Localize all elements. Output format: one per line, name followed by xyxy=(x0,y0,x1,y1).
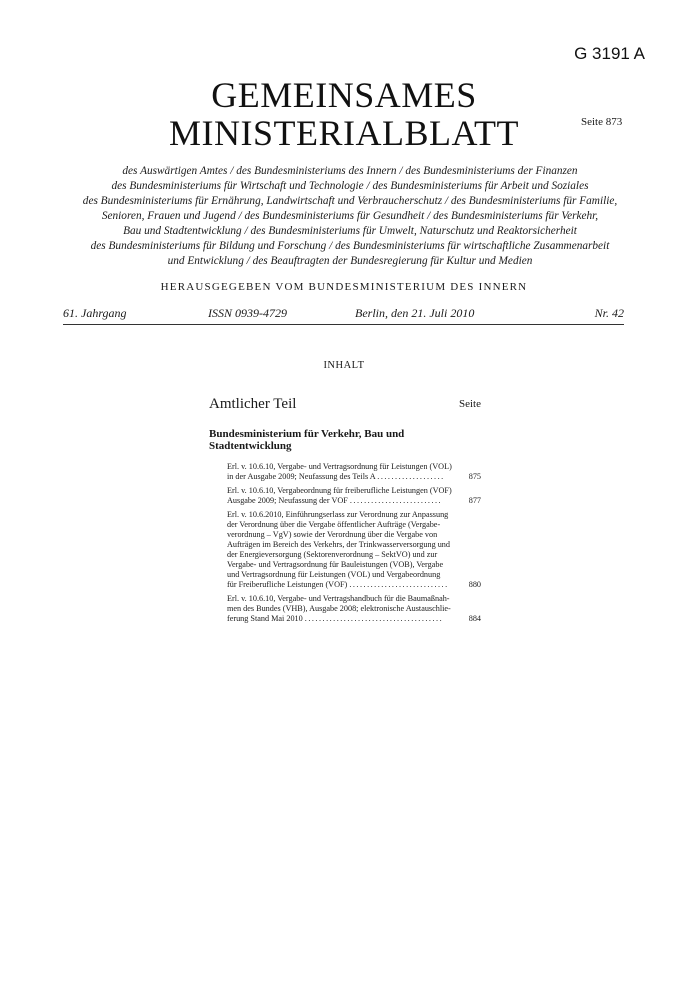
issue-number-label: Nr. 42 xyxy=(594,306,624,320)
ministry-heading xyxy=(209,428,429,452)
ministries-line: des Auswärtigen Amtes / des Bundesministeriums des Innern / des Bundesministeriums der Finanzen xyxy=(122,165,578,177)
toc-page-number: 875 xyxy=(468,472,481,481)
toc-line xyxy=(227,496,462,506)
toc-line: Erl. v. 10.6.10, Vergabe- und Vertragsordnung für Leistungen (VOL) xyxy=(227,462,452,471)
toc-line: der Verordnung über die Vergabe öffentlicher Aufträge (Vergabe- xyxy=(227,520,441,529)
ministry-heading-line: Stadtentwicklung xyxy=(209,440,292,452)
ministries-line: des Bundesministeriums für Wirtschaft und Technologie / des Bundesministeriums für Arbeit und Soziales xyxy=(111,180,589,192)
page-column-label: Seite xyxy=(459,398,481,410)
toc-line: Erl. v. 10.6.10, Vergabe- und Vertragshandbuch für die Baumaßnah- xyxy=(227,594,450,603)
toc-page-number: 877 xyxy=(468,496,481,505)
toc-line: und Vertragsordnung für Leistungen (VOL) und Vergabeordnung xyxy=(227,570,441,579)
ministries-line: Senioren, Frauen und Jugend / des Bundesministeriums für Gesundheit / des Bundesministeriums für Verkehr, xyxy=(101,210,599,222)
toc-line: verordnung – VgV) sowie der Verordnung über die Vergabe von xyxy=(227,530,438,539)
toc-line: Erl. v. 10.6.10, Vergabeordnung für freiberufliche Leistungen (VOF) xyxy=(227,486,452,495)
publisher-line: HERAUSGEGEBEN VOM BUNDESMINISTERIUM DES INNERN xyxy=(160,281,528,293)
title-line-1: GEMEINSAMES xyxy=(211,75,477,115)
toc-line: Vergabe- und Vertragsordnung für Bauleistungen (VOB), Vergabe xyxy=(227,560,444,569)
issue-meta xyxy=(63,306,624,322)
toc-line xyxy=(227,472,462,482)
toc-entry-text xyxy=(227,462,462,482)
toc-entry-text xyxy=(227,486,462,506)
toc-entry[interactable] xyxy=(227,486,481,506)
contents-heading: INHALT xyxy=(323,360,365,371)
toc-entry-text xyxy=(227,594,462,624)
place-date-label: Berlin, den 21. Juli 2010 xyxy=(355,306,475,320)
toc-line-text: für Freiberufliche Leistungen (VOF) xyxy=(227,580,348,589)
publication-title xyxy=(0,76,688,152)
page-number: Seite 873 xyxy=(581,116,623,128)
toc-line-text: Ausgabe 2009; Neufassung der VOF xyxy=(227,496,348,505)
toc-list xyxy=(227,462,481,628)
toc-line: Erl. v. 10.6.2010, Einführungserlass zur Verordnung zur Anpassung xyxy=(227,510,449,519)
toc-page-number: 880 xyxy=(468,580,481,589)
toc-line: men des Bundes (VHB), Ausgabe 2008; elektronische Austauschlie- xyxy=(227,604,451,613)
ministries-line: und Entwicklung / des Beauftragten der Bundesregierung für Kultur und Medien xyxy=(167,255,533,267)
ministries-line: Bau und Stadtentwicklung / des Bundesministeriums für Umwelt, Naturschutz und Reaktorsicherheit xyxy=(123,225,577,237)
meta-divider xyxy=(63,324,624,325)
toc-entry[interactable] xyxy=(227,594,481,624)
toc-entry-text xyxy=(227,510,462,590)
toc-entry[interactable] xyxy=(227,462,481,482)
ministries-line: des Bundesministeriums für Ernährung, Landwirtschaft und Verbraucherschutz / des Bundesministeriums für Familie, xyxy=(82,195,618,207)
toc-page-number: 884 xyxy=(468,614,481,623)
ministries-list xyxy=(40,164,660,269)
toc-line xyxy=(227,614,462,624)
postal-code: G 3191 A xyxy=(574,44,645,63)
toc-line: Aufträgen im Bereich des Verkehrs, der Trinkwasserversorgung und xyxy=(227,540,450,549)
toc-line: der Energieversorgung (Sektorenverordnung – SektVO) und zur xyxy=(227,550,438,559)
ministry-heading-line: Bundesministerium für Verkehr, Bau und xyxy=(209,428,405,440)
toc-line-text: ferung Stand Mai 2010 xyxy=(227,614,303,623)
volume-label: 61. Jahrgang xyxy=(63,306,127,320)
toc-line xyxy=(227,580,462,590)
ministries-line: des Bundesministeriums für Bildung und Forschung / des Bundesministeriums für wirtschaftliche Zusammenarbeit xyxy=(90,240,610,252)
issn-label: ISSN 0939-4729 xyxy=(208,306,287,320)
toc-leader-dots: ....................................... xyxy=(304,614,444,623)
toc-line-text: in der Ausgabe 2009; Neufassung des Teils A xyxy=(227,472,376,481)
toc-leader-dots: ................... xyxy=(377,472,445,481)
toc-leader-dots: ............................ xyxy=(349,580,449,589)
toc-entry[interactable] xyxy=(227,510,481,590)
toc-leader-dots: .......................... xyxy=(349,496,443,505)
section-heading: Amtlicher Teil xyxy=(209,396,297,412)
title-line-2: MINISTERIALBLATT xyxy=(169,113,519,153)
